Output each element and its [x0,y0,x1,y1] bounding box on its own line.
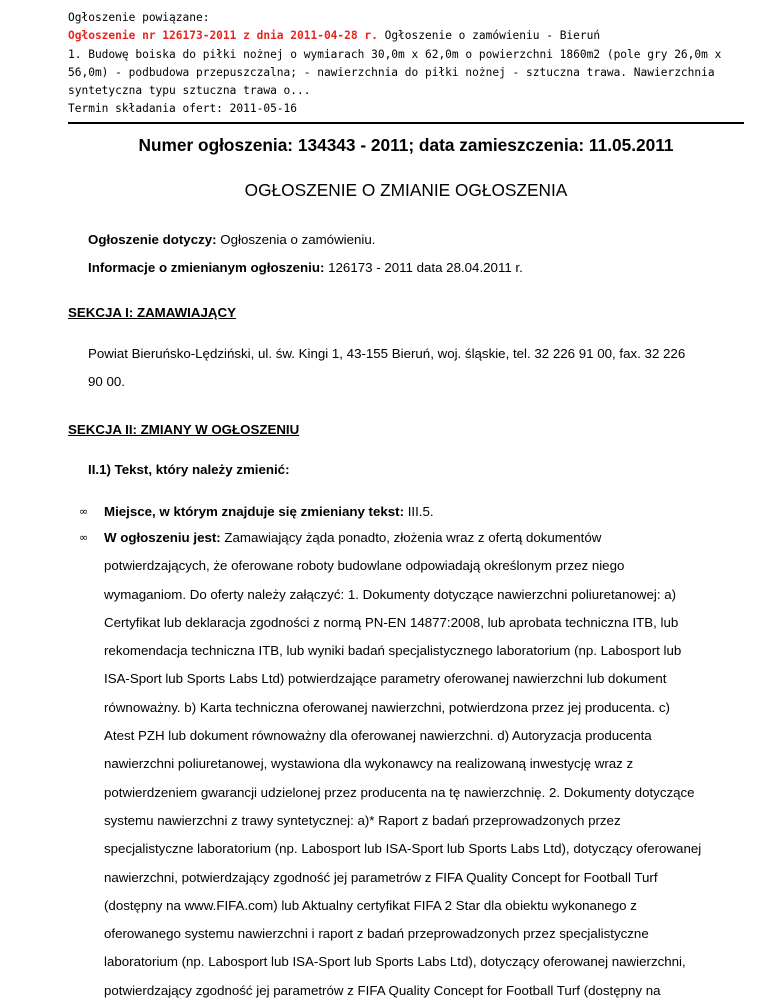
related-deadline: Termin składania ofert: 2011-05-16 [68,102,298,116]
current-text-line: ISA-Sport lub Sports Labs Ltd) potwierdzające parametry oferowanej nawierzchni lub dokument [104,671,667,687]
contracting-authority-line-2: 90 00. [88,374,125,389]
current-text-line: potwierdzających, że oferowane roboty budowlane odpowiadają określonym przez niego [104,558,625,574]
horizontal-divider [68,122,744,124]
current-text-line: nawierzchni poliuretanowej, wystawiona dla wykonawcy na realizowaną inwestycję wraz z [104,756,634,772]
related-notice-link[interactable]: Ogłoszenie nr 126173-2011 z dnia 2011-04-28 r. [68,29,378,43]
bullet-2-icon: ∞ [79,531,89,544]
current-text-line: Certyfikat lub deklaracja zgodności z normą PN-EN 14877:2008, lub aprobata techniczna ITB, lub [104,614,679,630]
current-text-item [104,524,748,1005]
changed-place-value: III.5. [404,504,434,519]
notice-concerns-label: Ogłoszenie dotyczy: [88,232,217,247]
related-heading: Ogłoszenie powiązane: [68,11,210,24]
current-text-line: oferowanego systemu nawierzchni i raport z badań przeprowadzonych przez specjalistyczne [104,926,649,942]
notice-changed-label: Informacje o zmienianym ogłoszeniu: [88,260,325,275]
changed-place-label: Miejsce, w którym znajduje się zmieniany tekst: [104,504,405,519]
current-text-label: W ogłoszeniu jest: [104,530,221,545]
current-text-line: wymaganiom. Do oferty należy załączyć: 1. Dokumenty dotyczące nawierzchni poliuretanowej: a) [104,586,677,602]
notice-concerns-value: Ogłoszenia o zamówieniu. [216,232,376,247]
notice-title: OGŁOSZENIE O ZMIANIE OGŁOSZENIA [244,180,568,200]
section-2-subheading: II.1) Tekst, który należy zmienić: [88,462,290,477]
current-text-line: nawierzchni, potwierdzający zgodność jej parametrów z FIFA Quality Concept for Football Turf [104,869,658,885]
current-text-line: systemu nawierzchni z trawy syntetycznej: a)* Raport z badań przeprowadzonych przez [104,812,621,828]
current-text-line: potwierdzeniem gwarancji udzielonej przez producenta na tę nawierzchnię. 2. Dokumenty dotyczące [104,784,695,800]
related-reference-suffix: Ogłoszenie o zamówieniu - Bieruń [377,29,601,43]
bullet-1-icon: ∞ [79,505,89,518]
notice-changed-value: 126173 - 2011 data 28.04.2011 r. [324,260,523,275]
current-text-line: (dostępny na www.FIFA.com) lub Aktualny certyfikat FIFA 2 Star dla obiektu wykonanego z [104,897,637,913]
related-description: 1. Budowę boiska do piłki nożnej o wymiarach 30,0m x 62,0m o powierzchni 1860m2 (pole gry 26,0m x 56,0m) - podbudowa przepuszczalna; - nawierzchnia do piłki nożnej - sztuczna trawa. Nawierzchnia syntetyczna typu sztuczna trawa o... [68,47,722,98]
related-notice-box [68,9,748,119]
current-text-line: potwierdzający zgodność jej parametrów z FIFA Quality Concept for Football Turf (dostępny na [104,982,661,998]
notice-concerns [88,226,375,254]
notice-changed-info [88,254,523,282]
contracting-authority-line-1: Powiat Bieruńsko-Lędziński, ul. św. Kingi 1, 43-155 Bieruń, woj. śląskie, tel. 32 226 91 00, fax. 32 226 [88,346,686,361]
section-1-heading: SEKCJA I: ZAMAWIAJĄCY [68,305,236,320]
current-text-line: specjalistyczne laboratorium (np. Labosport lub ISA-Sport lub Sports Labs Ltd), dotyczący oferowanej [104,841,702,857]
related-reference [68,27,748,45]
current-text-line: równoważny. b) Karta techniczna oferowanej nawierzchni, potwierdzona przez jej producenta. c) [104,699,670,715]
current-text-line: rekomendacja techniczna ITB, lub wyniki badań specjalistycznego laboratorium (np. Labosport lub [104,643,682,659]
current-text-line: Atest PZH lub dokument równoważny dla oferowanej nawierzchni. d) Autoryzacja producenta [104,728,652,744]
current-text-line: laboratorium (np. Labosport lub ISA-Sport lub Sports Labs Ltd), dotyczący oferowanej nawierzchni, [104,954,686,970]
changed-place-item [104,498,748,526]
notice-number-heading: Numer ogłoszenia: 134343 - 2011; data zamieszczenia: 11.05.2011 [138,135,674,155]
current-text-line: W ogłoszeniu jest: Zamawiający żąda ponadto, złożenia wraz z ofertą dokumentów [104,530,602,545]
section-2-heading: SEKCJA II: ZMIANY W OGŁOSZENIU [68,422,300,437]
